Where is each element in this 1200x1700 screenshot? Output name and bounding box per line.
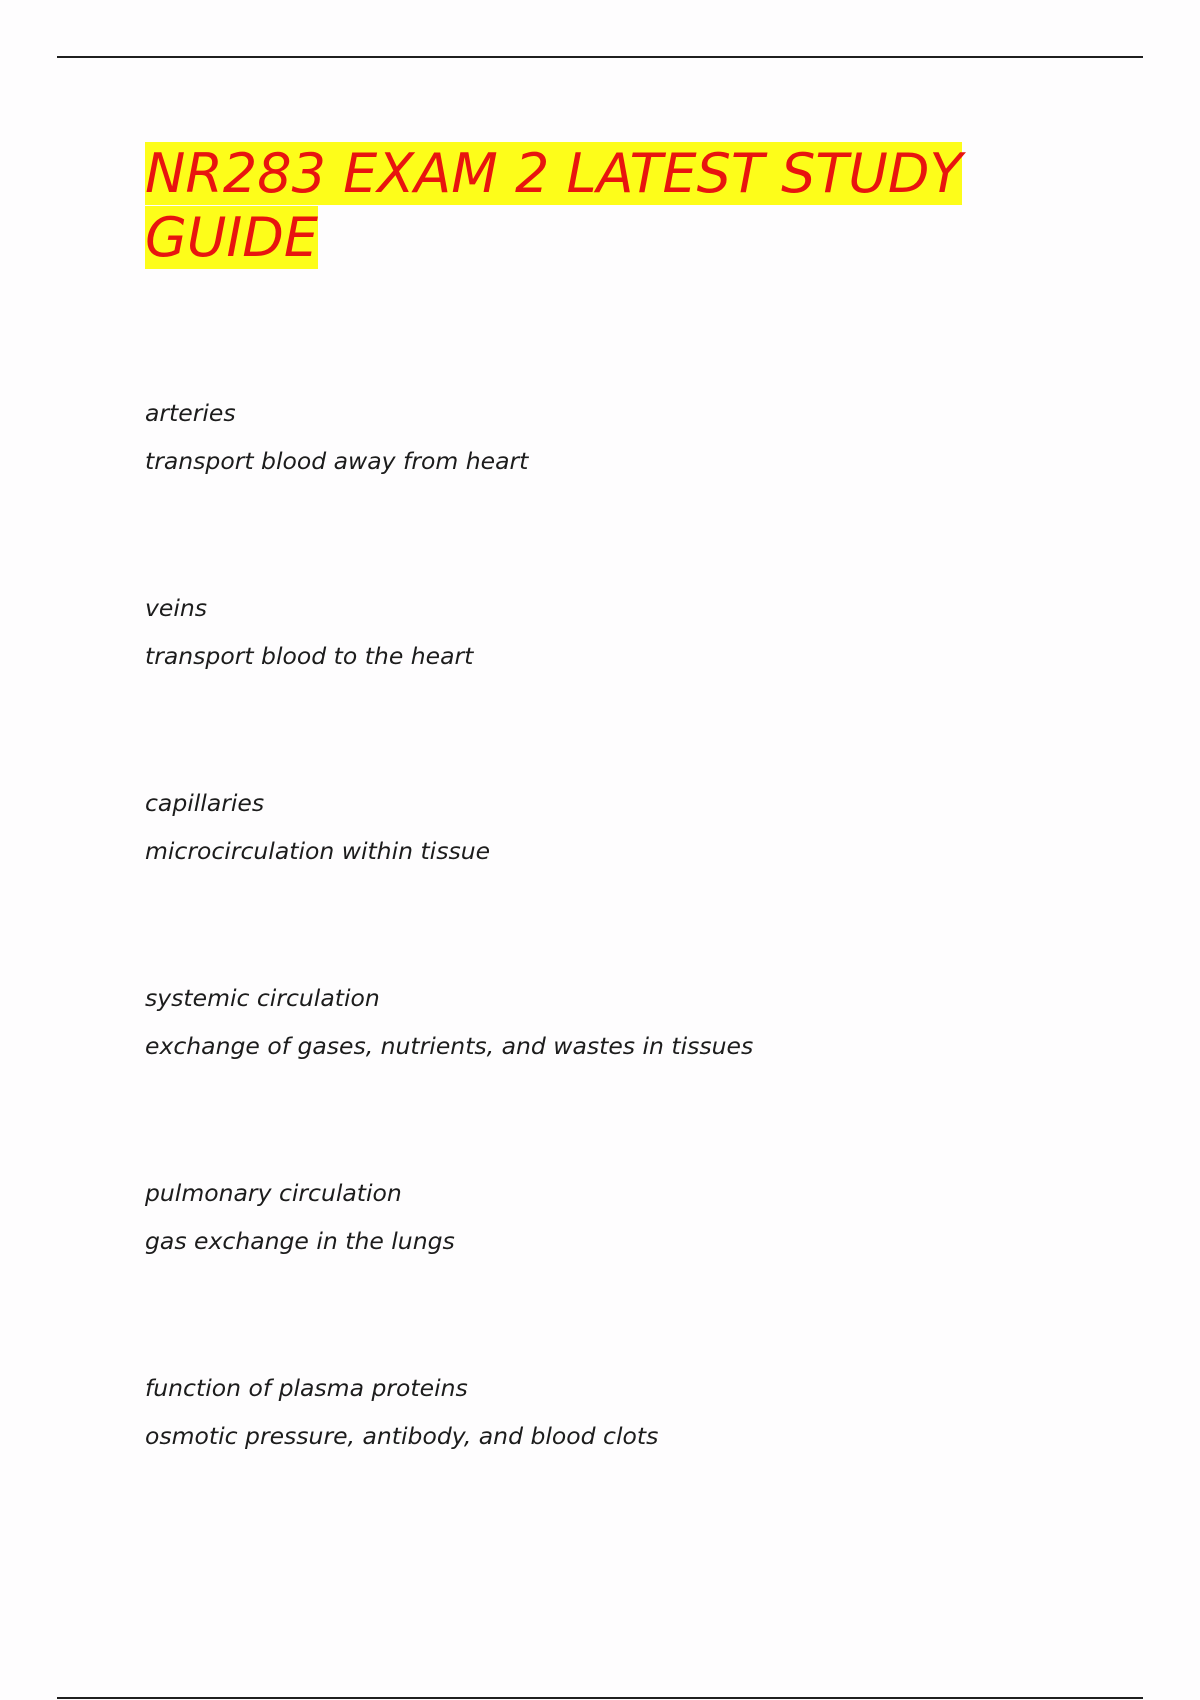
flashcard-entry: [145, 1373, 1095, 1568]
flashcard-definition: exchange of gases, nutrients, and wastes in tissues: [145, 1032, 754, 1060]
bottom-divider: [57, 1697, 1143, 1699]
flashcard-entry: [145, 398, 1095, 593]
flashcard-term: pulmonary circulation: [145, 1179, 402, 1207]
flashcard-definition: transport blood to the heart: [145, 642, 474, 670]
document-title: [145, 142, 1045, 270]
top-divider: [57, 56, 1143, 58]
title-highlight: NR283 EXAM 2 LATEST STUDY GUIDE: [145, 142, 963, 269]
flashcard-term: systemic circulation: [145, 984, 380, 1012]
flashcard-term: arteries: [145, 399, 236, 427]
flashcard-definition: gas exchange in the lungs: [145, 1227, 455, 1255]
flashcard-definition: microcirculation within tissue: [145, 837, 491, 865]
flashcard-entry: [145, 983, 1095, 1178]
flashcard-term: veins: [145, 594, 208, 622]
flashcard-entry: [145, 1178, 1095, 1373]
flashcard-entry: [145, 593, 1095, 788]
flashcard-entry: [145, 788, 1095, 983]
flashcard-list: [145, 398, 1095, 1568]
flashcard-definition: osmotic pressure, antibody, and blood clots: [145, 1422, 659, 1450]
flashcard-term: function of plasma proteins: [145, 1374, 468, 1402]
flashcard-term: capillaries: [145, 789, 265, 817]
flashcard-definition: transport blood away from heart: [145, 447, 529, 475]
